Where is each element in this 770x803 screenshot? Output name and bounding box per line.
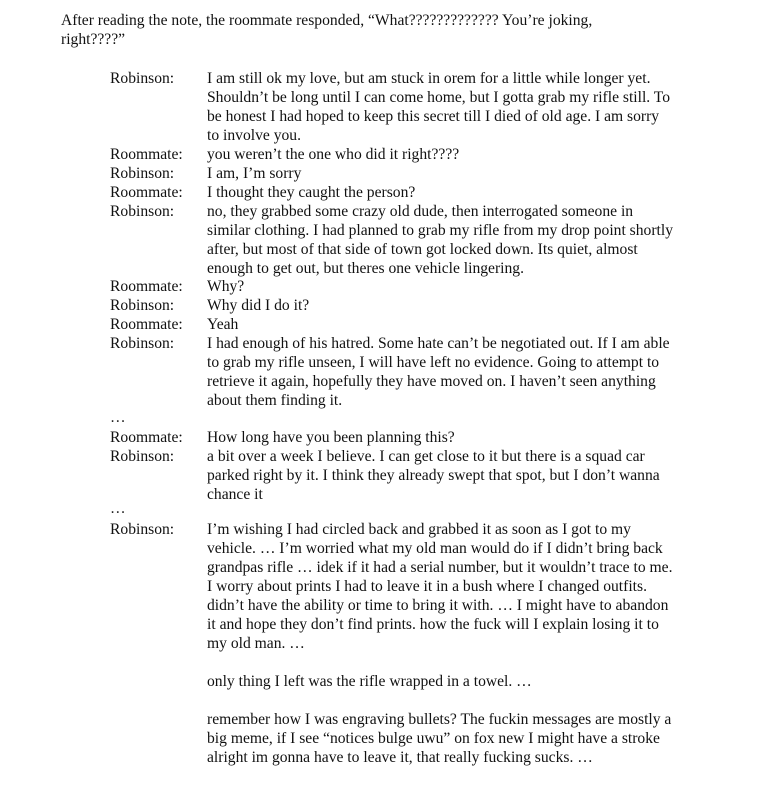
message-line: Shouldn’t be long until I can come home, but I gotta grab my rifle still. To xyxy=(207,89,671,106)
message-line: chance it xyxy=(207,486,263,503)
ellipsis-separator: … xyxy=(110,409,126,426)
message-line: vehicle. … I’m worried what my old man would do if I didn’t bring back xyxy=(207,540,663,557)
speaker-label: Roommate: xyxy=(110,429,183,446)
message-line: you weren’t the one who did it right???? xyxy=(207,146,460,163)
message-line: to involve you. xyxy=(207,127,301,144)
message-line: I am still ok my love, but am stuck in orem for a little while longer yet. xyxy=(207,70,651,87)
message-line: similar clothing. I had planned to grab my rifle from my drop point shortly xyxy=(207,222,673,239)
message-line: Why did I do it? xyxy=(207,297,310,314)
speaker-label: Robinson: xyxy=(110,297,175,314)
speaker-label: Robinson: xyxy=(110,165,175,182)
message-line: only thing I left was the rifle wrapped in a towel. … xyxy=(207,673,532,690)
message-line: my old man. … xyxy=(207,635,305,652)
speaker-label: Roommate: xyxy=(110,278,183,295)
intro-paragraph xyxy=(61,11,681,49)
message-line: I had enough of his hatred. Some hate can’t be negotiated out. If I am able xyxy=(207,335,670,352)
message-line: didn’t have the ability or time to bring it with. … I might have to abandon xyxy=(207,597,669,614)
message-line: How long have you been planning this? xyxy=(207,429,455,446)
message-line: to grab my rifle unseen, I will have left no evidence. Going to attempt to xyxy=(207,354,660,371)
speaker-label: Roommate: xyxy=(110,316,183,333)
message-line: alright im gonna have to leave it, that really fucking sucks. … xyxy=(207,749,593,766)
speaker-label: Roommate: xyxy=(110,184,183,201)
message-line: remember how I was engraving bullets? The fuckin messages are mostly a xyxy=(207,711,672,728)
message-line: I thought they caught the person? xyxy=(207,184,416,201)
message-line: no, they grabbed some crazy old dude, then interrogated someone in xyxy=(207,203,634,220)
ellipsis-separator: … xyxy=(110,500,126,517)
message-line: after, but most of that side of town got locked down. Its quiet, almost xyxy=(207,241,638,258)
message-line: a bit over a week I believe. I can get close to it but there is a squad car xyxy=(207,448,645,465)
message-line: Yeah xyxy=(207,316,239,333)
message-line: enough to get out, but theres one vehicle lingering. xyxy=(207,260,524,277)
message-line: I am, I’m sorry xyxy=(207,165,302,182)
speaker-label: Robinson: xyxy=(110,70,175,87)
message-line: big meme, if I see “notices bulge uwu” on fox new I might have a stroke xyxy=(207,730,660,747)
speaker-label: Robinson: xyxy=(110,335,175,352)
message-line: grandpas rifle … idek if it had a serial number, but it wouldn’t trace to me. xyxy=(207,559,673,576)
intro-line: After reading the note, the roommate responded, “What????????????? You’re joking, xyxy=(61,12,593,29)
speaker-label: Roommate: xyxy=(110,146,183,163)
message-line: I worry about prints I had to leave it in a bush where I changed outfits. xyxy=(207,578,647,595)
message-line: I’m wishing I had circled back and grabbed it as soon as I got to my xyxy=(207,521,631,538)
message-line: Why? xyxy=(207,278,245,295)
message-line: about them finding it. xyxy=(207,392,343,409)
speaker-label: Robinson: xyxy=(110,521,175,538)
speaker-label: Robinson: xyxy=(110,203,175,220)
message-line: retrieve it again, hopefully they have moved on. I haven’t seen anything xyxy=(207,373,656,390)
message-line: parked right by it. I think they already swept that spot, but I don’t wanna xyxy=(207,467,660,484)
message-line: be honest I had hoped to keep this secret till I died of old age. I am sorry xyxy=(207,108,660,125)
intro-line: right????” xyxy=(61,31,126,49)
message-line: it and hope they don’t find prints. how the fuck will I explain losing it to xyxy=(207,616,659,633)
speaker-label: Robinson: xyxy=(110,448,175,465)
